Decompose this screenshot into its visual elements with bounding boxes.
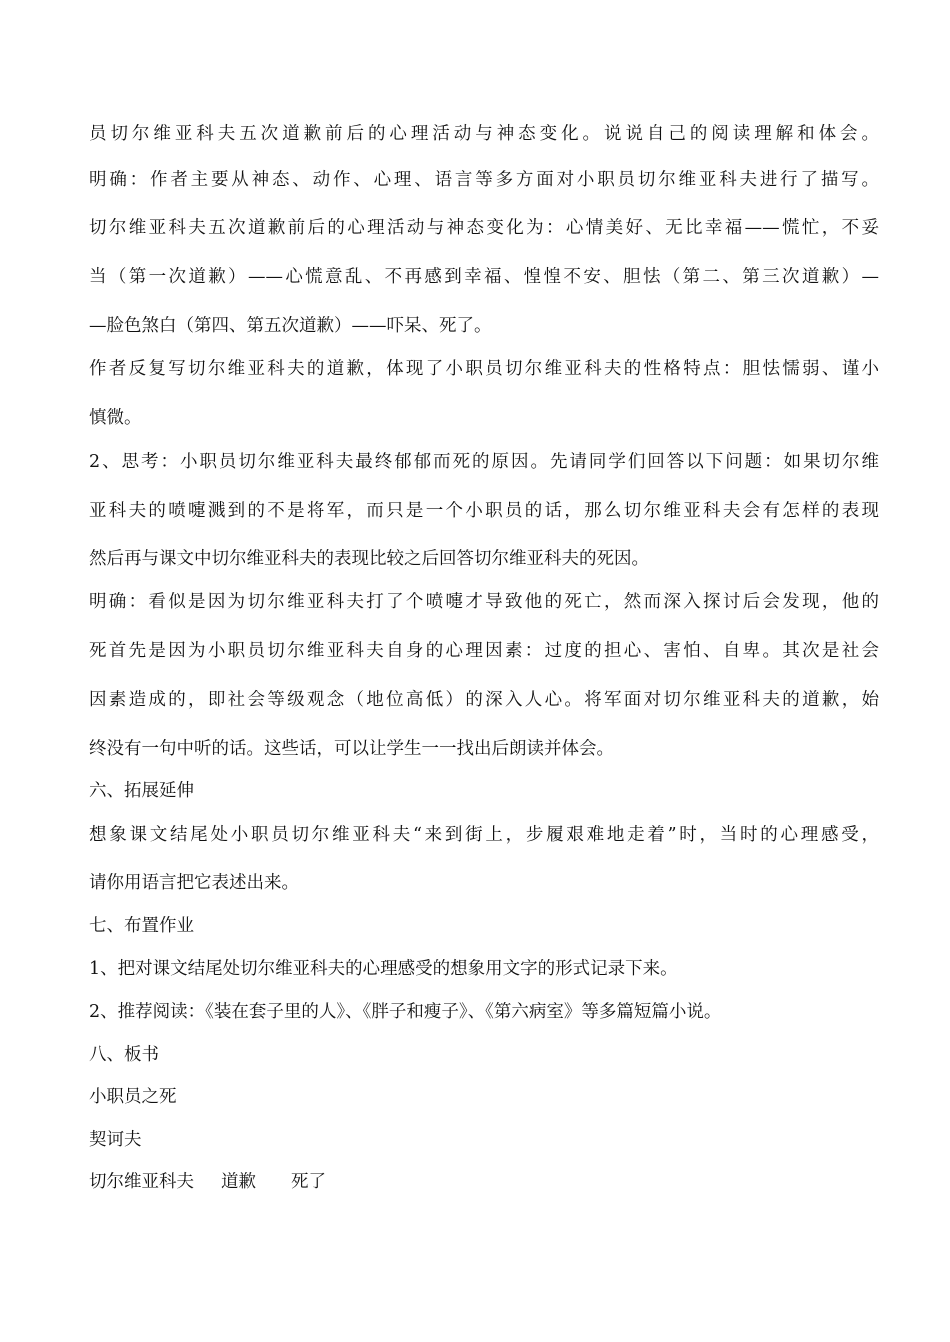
section-heading-6: 六、拓展延伸 (89, 781, 194, 801)
board-summary-row (89, 1170, 879, 1194)
text-line-1: 员切尔维亚科夫五次道歉前后的心理活动与神态变化。说说自己的阅读理解和体会。 (89, 124, 879, 144)
text-line-16: 想象课文结尾处小职员切尔维亚科夫“来到街上，步履艰难地走着”时，当时的心理感受， (89, 825, 879, 845)
text-line-7: 慎微。 (89, 408, 142, 428)
board-name: 切尔维亚科夫 (89, 1172, 194, 1192)
text-line-10: 然后再与课文中切尔维亚科夫的表现比较之后回答切尔维亚科夫的死因。 (89, 549, 649, 569)
text-line-14: 终没有一句中听的话。这些话，可以让学生一一找出后朗读并体会。 (89, 739, 614, 759)
board-title: 小职员之死 (89, 1087, 177, 1107)
text-line-3: 切尔维亚科夫五次道歉前后的心理活动与神态变化为：心情美好、无比幸福——慌忙，不妥 (89, 218, 879, 238)
text-line-6: 作者反复写切尔维亚科夫的道歉，体现了小职员切尔维亚科夫的性格特点：胆怯懦弱、谨小 (89, 359, 879, 379)
text-line-19: 1、把对课文结尾处切尔维亚科夫的心理感受的想象用文字的形式记录下来。 (89, 959, 678, 979)
text-line-11: 明确：看似是因为切尔维亚科夫打了个喷嚏才导致他的死亡，然而深入探讨后会发现，他的 (89, 592, 879, 612)
section-heading-7: 七、布置作业 (89, 916, 194, 936)
board-author: 契诃夫 (89, 1130, 142, 1150)
text-line-4: 当（第一次道歉）——心慌意乱、不再感到幸福、惶惶不安、胆怯（第二、第三次道歉）— (89, 267, 879, 287)
text-line-12: 死首先是因为小职员切尔维亚科夫自身的心理因素：过度的担心、害怕、自卑。其次是社会 (89, 641, 879, 661)
text-line-13: 因素造成的，即社会等级观念（地位高低）的深入人心。将军面对切尔维亚科夫的道歉，始 (89, 690, 879, 710)
text-line-20: 2、推荐阅读：《装在套子里的人》、《胖子和瘦子》、《第六病室》等多篇短篇小说。 (89, 1002, 722, 1022)
text-line-17: 请你用语言把它表述出来。 (89, 873, 299, 893)
section-heading-8: 八、板书 (89, 1045, 159, 1065)
board-action: 道歉 (221, 1172, 256, 1192)
text-line-2: 明确：作者主要从神态、动作、心理、语言等多方面对小职员切尔维亚科夫进行了描写。 (89, 170, 879, 190)
board-result: 死了 (291, 1172, 326, 1192)
text-line-5: —脸色煞白（第四、第五次道歉）——吓呆、死了。 (89, 316, 492, 336)
text-line-8: 2、思考：小职员切尔维亚科夫最终郁郁而死的原因。先请同学们回答以下问题：如果切尔维 (89, 452, 879, 472)
text-line-9: 亚科夫的喷嚏溅到的不是将军，而只是一个小职员的话，那么切尔维亚科夫会有怎样的表现 (89, 501, 879, 521)
